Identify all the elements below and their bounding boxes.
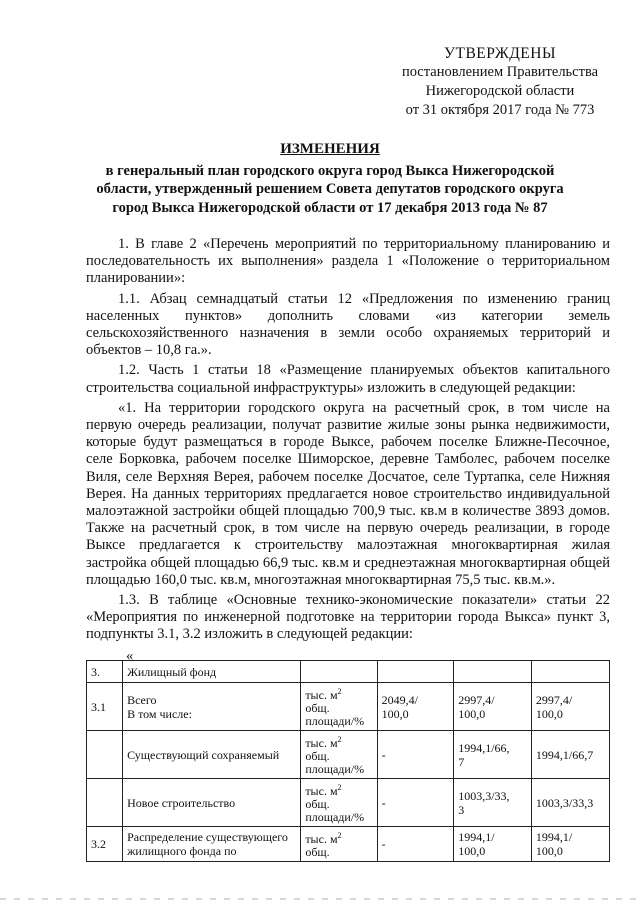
cell-number: 3.1 xyxy=(87,683,123,731)
scan-edge xyxy=(0,898,640,900)
cell-value: 1994,1/66,7 xyxy=(531,731,609,779)
cell-unit: тыс. $м^2$ общ. площади/% xyxy=(301,683,377,731)
cell-value: 2997,4/ 100,0 xyxy=(454,683,532,731)
paragraph: 1.2. Часть 1 статьи 18 «Размещение планируемых объектов капитального строительства социальной инфраструктуры» изложить в следующей редакции: xyxy=(86,362,610,396)
cell-value: 1994,1/ 100,0 xyxy=(454,827,532,862)
cell-value xyxy=(454,661,532,683)
cell-name: Существующий сохраняемый xyxy=(123,731,301,779)
cell-name: Всего В том числе: xyxy=(123,683,301,731)
quote-open: « xyxy=(126,647,134,664)
approval-line: от 31 октября 2017 года № 773 xyxy=(405,102,595,118)
title-line: области, утвержденный решением Совета депутатов городского округа xyxy=(96,181,564,197)
cell-name: Распределение существующего жилищного фонда по xyxy=(123,827,301,862)
cell-value: 2049,4/ 100,0 xyxy=(377,683,454,731)
paragraph: 1.1. Абзац семнадцатый статьи 12 «Предложения по изменению границ населенных пунктов» дополнить словами «из категории земель сельскохозяйственного назначения в земли особо охраняемых территорий и объектов – 10,8 га.». xyxy=(86,290,610,359)
approval-heading: УТВЕРЖДЕНЫ xyxy=(444,45,556,62)
title-line: в генеральный план городского округа город Выкса Нижегородской xyxy=(105,162,555,179)
cell-value: 2997,4/ 100,0 xyxy=(531,683,609,731)
cell-number xyxy=(87,779,123,827)
cell-value: 1003,3/33,3 xyxy=(531,779,609,827)
table-row xyxy=(87,683,610,731)
cell-value: - xyxy=(377,779,454,827)
cell-value xyxy=(531,661,609,683)
cell-unit: тыс. $м^2$ общ. площади/% xyxy=(301,731,377,779)
cell-number xyxy=(87,731,123,779)
cell-unit xyxy=(301,661,377,683)
cell-unit: тыс. $м^2$ общ. площади/% xyxy=(301,779,377,827)
cell-name: Новое строительство xyxy=(123,779,301,827)
cell-value: 1994,1/66, 7 xyxy=(454,731,532,779)
cell-unit: тыс. $м^2$ общ. xyxy=(301,827,377,862)
cell-number: 3. xyxy=(87,661,123,683)
approval-stamp xyxy=(380,44,620,120)
cell-value xyxy=(377,661,454,683)
document-title xyxy=(96,140,564,217)
table-row xyxy=(87,779,610,827)
approval-line: постановлением Правительства xyxy=(401,64,599,80)
table-row xyxy=(87,731,610,779)
cell-value: - xyxy=(377,827,454,862)
paragraph: 1. В главе 2 «Перечень мероприятий по территориальному планированию и последовательность их выполнения» раздела 1 «Положение о территориальном планировании»: xyxy=(86,236,610,287)
table-row xyxy=(87,827,610,862)
cell-number: 3.2 xyxy=(87,827,123,862)
indicators-table xyxy=(86,660,610,862)
table-row xyxy=(87,661,610,683)
title-caps: ИЗМЕНЕНИЯ xyxy=(280,141,380,157)
paragraph: 1.3. В таблице «Основные технико-экономические показатели» статьи 22 «Мероприятия по инженерной подготовке на территории города Выкса» пункт 3, подпункты 3.1, 3.2 изложить в следующей редакции: xyxy=(86,592,610,643)
document-body xyxy=(86,236,610,668)
paragraph: «1. На территории городского округа на расчетный срок, в том числе на первую очередь реализации, получат развитие жилые зоны рынка недвижимости, которые будут размещаться в городе Выксе, рабочем поселке Ближне-Песочное, селе Борковка, рабочем поселке Шиморское, деревне Тамболес, рабочем поселке Виля, селе Верхняя Верея, рабочем поселке Досчатое, селе Туртапка, селе Нижняя Верея. На данных территориях предлагается новое строительство индивидуальной малоэтажной застройки общей площадью 700,9 тыс. кв.м в количестве 3893 домов. Также на расчетный срок, в том числе на первую очередь реализации, в городе Выксе предлагается к строительству малоэтажная многоквартирная жилая застройка общей площадью 66,9 тыс. кв.м и среднеэтажная многоквартирная общей площадью 160,0 тыс. кв.м, многоэтажная многоквартирная 75,5 тыс. кв.м.». xyxy=(86,399,610,588)
approval-line: Нижегородской области xyxy=(425,83,575,99)
cell-value: 1003,3/33, 3 xyxy=(454,779,532,827)
cell-value: 1994,1/ 100,0 xyxy=(531,827,609,862)
title-line: город Выкса Нижегородской области от 17 декабря 2013 года № 87 xyxy=(112,199,548,216)
cell-name: Жилищный фонд xyxy=(123,661,301,683)
cell-value: - xyxy=(377,731,454,779)
